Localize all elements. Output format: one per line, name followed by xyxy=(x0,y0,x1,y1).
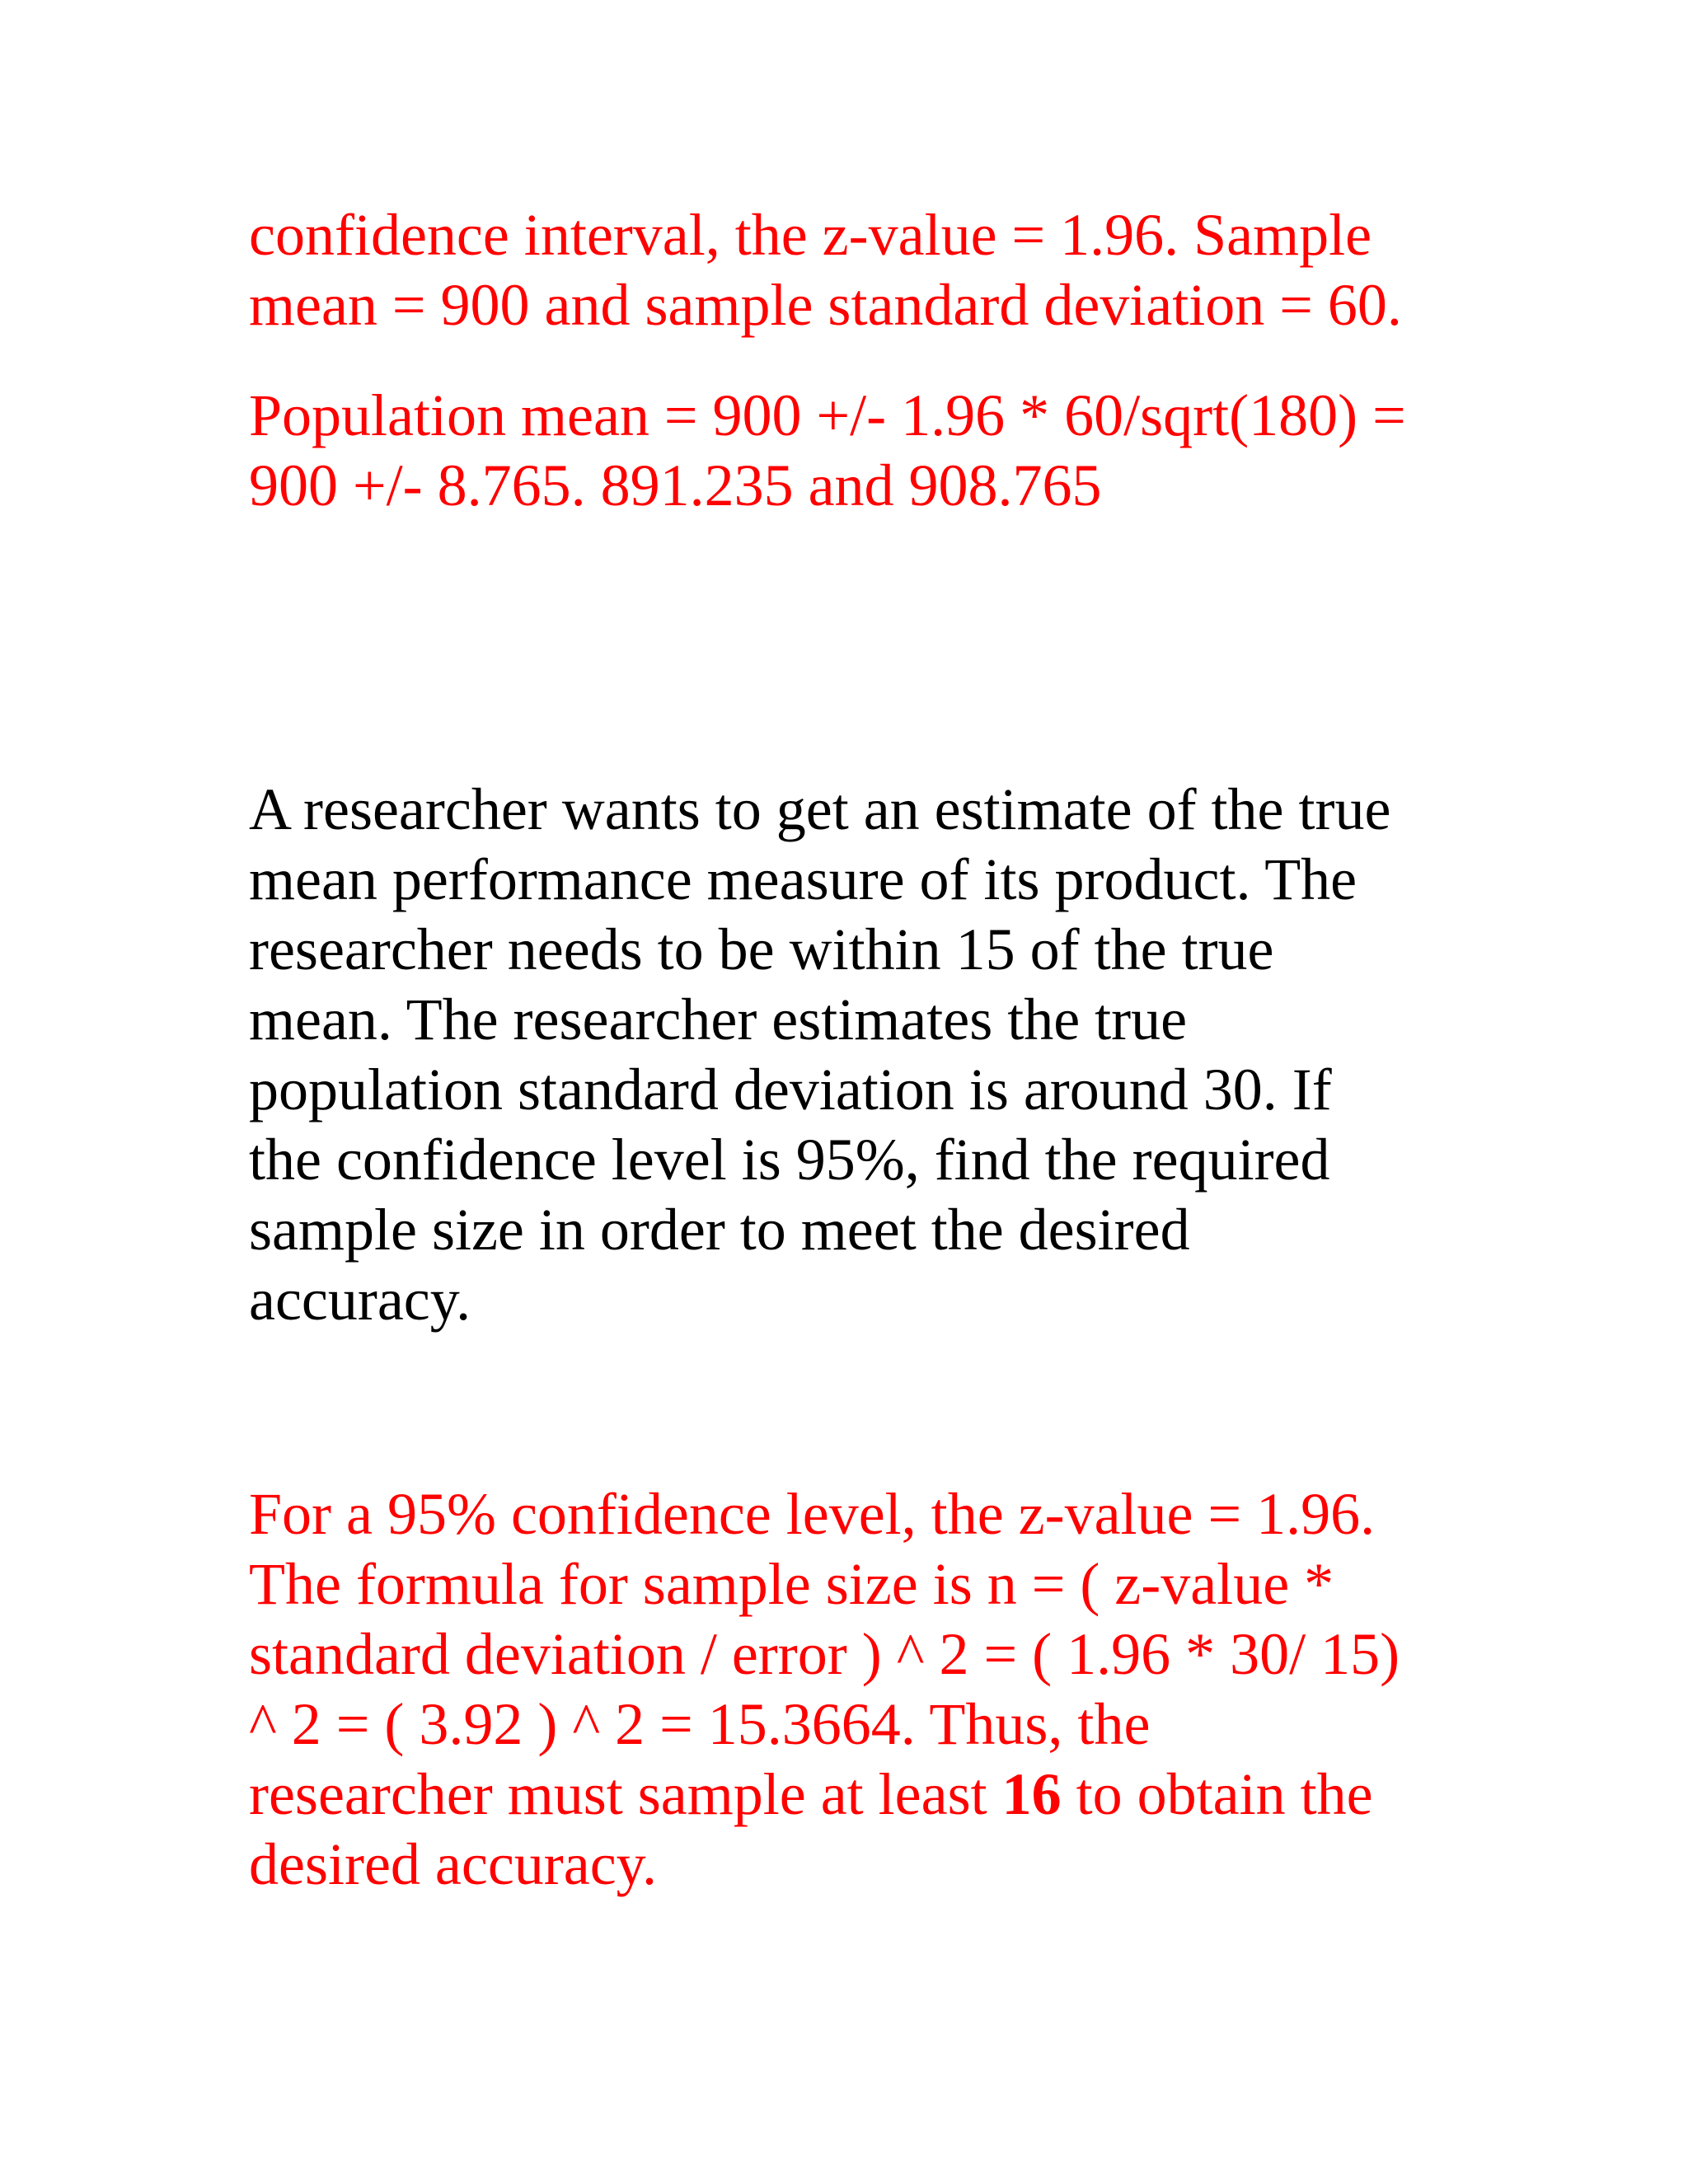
text-line: The formula for sample size is n = ( z-value * xyxy=(249,1551,1334,1617)
text-line: mean performance measure of its product. The xyxy=(249,846,1357,912)
text-line: mean. The researcher estimates the true xyxy=(249,987,1188,1052)
text-line: the confidence level is 95%, find the required xyxy=(249,1127,1330,1193)
text-segment: to obtain the xyxy=(1061,1761,1373,1827)
answer-confidence-interval-context xyxy=(249,200,1452,340)
text-line: researcher needs to be within 15 of the true xyxy=(249,916,1274,982)
answer-sample-size xyxy=(249,1479,1452,1900)
text-line-with-answer xyxy=(249,1760,1452,1830)
text-line: A researcher wants to get an estimate of the true xyxy=(249,776,1391,842)
answer-population-mean xyxy=(249,381,1452,521)
text-line: desired accuracy. xyxy=(249,1831,657,1897)
text-line: Population mean = 900 +/- 1.96 * 60/sqrt(180) = xyxy=(249,382,1406,448)
text-line: accuracy. xyxy=(249,1267,471,1333)
final-answer-value: 16 xyxy=(1001,1761,1062,1827)
text-line: population standard deviation is around 30. If xyxy=(249,1057,1332,1122)
text-line: confidence interval, the z-value = 1.96. Sample xyxy=(249,202,1372,268)
text-line: ^ 2 = ( 3.92 ) ^ 2 = 15.3664. Thus, the xyxy=(249,1691,1151,1757)
text-segment: researcher must sample at least xyxy=(249,1761,1002,1827)
text-line: sample size in order to meet the desired xyxy=(249,1197,1190,1263)
text-line: 900 +/- 8.765. 891.235 and 908.765 xyxy=(249,452,1102,518)
text-line: standard deviation / error ) ^ 2 = ( 1.96 * 30/ 15) xyxy=(249,1621,1400,1687)
text-line: For a 95% confidence level, the z-value = 1.96. xyxy=(249,1481,1376,1547)
question-sample-size xyxy=(249,775,1452,1335)
text-line: mean = 900 and sample standard deviation = 60. xyxy=(249,272,1402,338)
